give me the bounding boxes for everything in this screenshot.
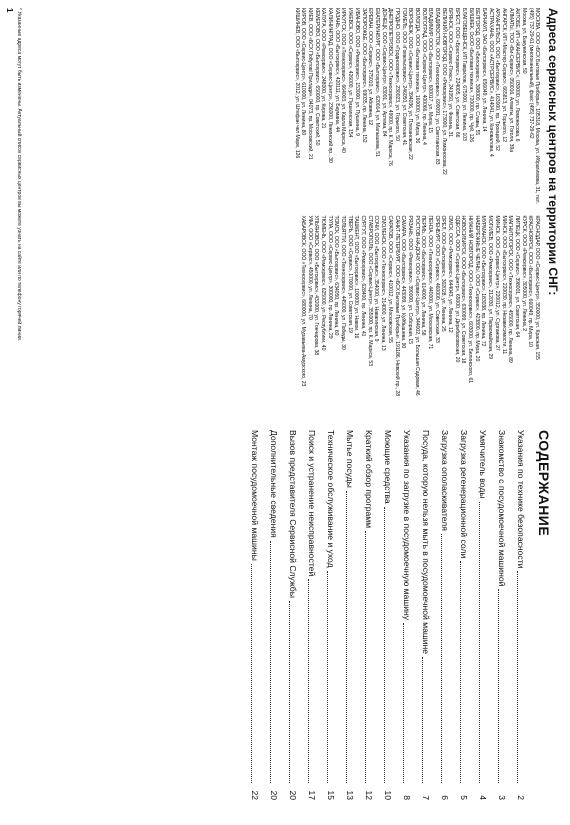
contents-entry bbox=[306, 430, 317, 800]
dot-leader bbox=[403, 623, 404, 783]
contents-entry-page: 4 bbox=[478, 795, 488, 800]
contents-entry-page: 2 bbox=[516, 795, 526, 800]
contents-entry-page: 7 bbox=[421, 795, 431, 800]
service-center-entry: ОМСК, ООО «Ремсервис», 644043, ул. Ленина, 12 bbox=[447, 215, 454, 333]
dot-leader bbox=[384, 507, 385, 783]
service-center-entry: ИЖЕВСК, ООО «Сервис», 426000, ул. Пушкинская, 154 bbox=[347, 8, 354, 138]
dot-leader bbox=[517, 571, 518, 783]
service-center-entry: ГОМЕЛЬ, ООО «Гомельсервис», 246050, ул. Советская, 41 bbox=[400, 8, 407, 146]
contents-entry bbox=[515, 430, 526, 800]
contents-entry-title: Техническое обслуживание и уход bbox=[326, 430, 336, 568]
service-center-entry: БИШКЕК, ОсОО «Бытовая техника», 720000, пр. Чуй, 126 bbox=[467, 8, 474, 143]
service-center-entry: ОРЕНБУРГ, ООО «Сервис», 460000, ул. Советская, 33 bbox=[433, 215, 440, 343]
contents-entry-page: 20 bbox=[288, 790, 298, 800]
service-center-entry: ЕРЕВАН, ООО «Сервис», 375010, ул. Абовяна, 12 bbox=[367, 8, 374, 126]
dot-leader bbox=[498, 589, 499, 783]
contents-entry bbox=[344, 430, 355, 800]
dot-leader bbox=[422, 657, 423, 783]
dot-leader bbox=[460, 561, 461, 783]
service-center-entry: КИШИНЕВ, ООО «Бытсервис», 2012, ул. Штефан чел Маре, 126 bbox=[293, 8, 300, 159]
contents-entry-title: Указания по загрузке в посудомоечную машину bbox=[402, 430, 412, 621]
service-center-entry: МИНСК, ООО «Бытсервис», 220030, пр. Независимости, 11 bbox=[500, 215, 507, 355]
service-center-entry: КЕМЕРОВО, ООО «Бытсервис», 650000, пр. Советский, 50 bbox=[313, 8, 320, 146]
service-center-entry: РОСТОВ-НА-ДОНУ, ООО «Сервис-Центр», 344002, ул. Большая Садовая, 46 bbox=[413, 215, 420, 396]
service-center-entry: ДНЕПРОПЕТРОВСК, ООО «Техносервис», 49000, пр. К. Маркса, 76 bbox=[387, 8, 394, 166]
service-center-entry: СТАВРОПОЛЬ, ООО «Сервис-Центр», 355000, пр. К. Маркса, 53 bbox=[366, 215, 373, 366]
service-center-entry: КРАСНОЯРСК, ООО «Бытсервис», 660049, пр. Мира, 10 bbox=[527, 215, 534, 347]
contents-entry-title: Дополнительные сведения bbox=[269, 430, 279, 538]
service-center-entry: САРАТОВ, ООО «Сервис», 410012, ул. Московская, 55 bbox=[386, 215, 393, 343]
service-center-entry: ВЛАДИВОСТОК, ООО «Техносервис», 690091, ул. Светланская, 83 bbox=[434, 8, 441, 165]
page-number: 1 bbox=[5, 8, 14, 13]
dot-leader bbox=[346, 491, 347, 783]
service-center-entry: ЗАПОРОЖЬЕ, ООО «Бытсервис», 69035, пр. Ленина, 152 bbox=[360, 8, 367, 143]
service-center-entry: НИЖНИЙ НОВГОРОД, ООО «Техносервис», 603000, ул. Белинского, 61 bbox=[467, 215, 474, 384]
service-center-entry: БРЕСТ, ООО «Брестсервис», 224005, ул. Советская, 66 bbox=[454, 8, 461, 138]
address-column-2 bbox=[293, 216, 540, 414]
contents-entry bbox=[477, 430, 488, 800]
dot-leader bbox=[365, 531, 366, 783]
service-center-entry: ВЛАДИМИР, ООО «Бытсервис», 600017, ул. Мира, 15 bbox=[427, 8, 434, 133]
service-center-entry: УЛЬЯНОВСК, ООО «Бытсервис», 432000, ул. Гончарова, 38 bbox=[313, 215, 320, 356]
contents-entry-title: Загрузка регенерационной соли bbox=[459, 430, 469, 559]
contents-entry-page: 8 bbox=[402, 795, 412, 800]
contents-entry-title: Посуда, которую нельзя мыть в посудомоечной машине bbox=[421, 430, 431, 655]
service-center-entry: БЕЛГОРОД, ООО «Белсервис», 308000, пр. Славы, 55 bbox=[474, 8, 481, 136]
service-center-entry: БАРНАУЛ, ЗАО «Бытсервис», 656049, ул. Ленина, 14 bbox=[480, 8, 487, 132]
contents-entry bbox=[363, 430, 374, 800]
contents-entry-page: 5 bbox=[459, 795, 469, 800]
contents-entry bbox=[401, 430, 412, 800]
service-center-entry: МОСКВА, ООО «БСХ Бытовые Приборы», 105318, Москва, ул. Ибрагимова, 31, тел. (495) 737-29-61 (многоканальный), факс (495) 737-29-62 bbox=[527, 8, 540, 204]
service-center-entry: РЯЗАНЬ, ООО «Ремсервис», 390000, ул. Соборная, 15 bbox=[406, 215, 413, 344]
dot-leader bbox=[441, 534, 442, 783]
service-center-entry: КРАСНОДАР, ООО «Сервис-Центр», 350000, ул. Красная, 155 bbox=[534, 215, 540, 360]
service-center-entry: ТОЛЬЯТТИ, ООО «Техносервис», 445000, ул. Победы, 30 bbox=[340, 215, 347, 350]
service-center-entry: БРЯНСК, ООО «Сервис-Плюс», 241050, ул. Фокина, 31 bbox=[447, 8, 454, 137]
service-center-entry: СОЧИ, ООО «Бытсервис», 354000, ул. Навагинская, 9 bbox=[373, 215, 380, 342]
service-center-entry: НАБЕРЕЖНЫЕ ЧЕЛНЫ, ООО «Сервис», 423800, пр. Мира, 20 bbox=[473, 215, 480, 362]
service-center-entry: ПЕРМЬ, ООО «Бытсервис», 614000, ул. Ленина, 58 bbox=[420, 215, 427, 336]
contents-entry bbox=[458, 430, 469, 800]
service-center-entry: ДОНЕЦК, ООО «Сервис-Центр», 83001, ул. Артема, 84 bbox=[380, 8, 387, 137]
service-center-entry: ИРКУТСК, ООО «Техносервис», 664003, ул. Карла Маркса, 40 bbox=[340, 8, 347, 153]
contents-entry-title: Вызов представителя Сервисной Службы bbox=[288, 430, 298, 598]
dot-leader bbox=[270, 541, 271, 783]
contents-entry-page: 3 bbox=[497, 795, 507, 800]
contents-entry bbox=[249, 430, 260, 800]
service-center-entry: ВЕЛИКИЙ НОВГОРОД, ООО «Ремсервис», 173000, ул. Ломоносова, 22 bbox=[440, 8, 447, 175]
service-center-entry: КИРОВ, ООО «Сервис-Центр», 610000, ул. Ленина, 80 bbox=[300, 8, 307, 136]
contents-entry bbox=[287, 430, 298, 800]
service-center-entry: ВОЛГОГРАД, ООО «Сервис-Центр», 400066, пр. Ленина, 4 bbox=[420, 8, 427, 145]
contents-entry-title: Указания по технике безопасности bbox=[516, 430, 526, 569]
service-center-entry: ОРЕЛ, ООО «Бытсервис», 302028, ул. Ленина, 25 bbox=[440, 215, 447, 332]
service-center-entry: МАГНИТОГОРСК, ООО «Техносервис», 455000, пр. Ленина, 89 bbox=[507, 215, 514, 363]
contents-entry-title: Мытье посуды bbox=[345, 430, 355, 488]
service-center-entry: ТУЛА, ООО «Сервис-Центр», 300000, пр. Ленина, 29 bbox=[326, 215, 333, 339]
dot-leader bbox=[308, 579, 309, 783]
service-center-entry: БЛАГОВЕЩЕНСК, ИП Гаврилов, 675000, ул. Ленина, 103 bbox=[460, 8, 467, 141]
contents-entry bbox=[325, 430, 336, 800]
service-center-entry: ВОЛОГДА, ООО «Бытовая техника», 160000, ул. Мира, 36 bbox=[414, 8, 421, 144]
service-center-entry: МУРМАНСК, ООО «Бытсервис», 183038, пр. Ленина, 72 bbox=[480, 215, 487, 347]
service-center-entry: СУРГУТ, ООО «Ремсервис», 628400, пр. Ленина, 41 bbox=[360, 215, 367, 337]
service-center-entry: УФА, ООО «Сервис», 450000, ул. Ленина, 70 bbox=[306, 215, 313, 320]
contents-list bbox=[249, 430, 526, 800]
service-center-entry: КАЛИНИНГРАД, ООО «Сервис-Центр», 236000, Ленинский пр., 30 bbox=[327, 8, 334, 163]
service-center-entry: ВОРОНЕЖ, ООО «Сервис-Центр», 394036, ул. Плехановская, 22 bbox=[407, 8, 414, 160]
contents-entry-title: Загрузка ополаскивателя bbox=[440, 430, 450, 531]
service-center-entry: МОГИЛЕВ, ООО «Ремсервис», 212030, ул. Первомайская, 29 bbox=[487, 215, 494, 360]
dot-leader bbox=[327, 571, 328, 783]
contents-entry-page: 20 bbox=[269, 790, 279, 800]
contents-entry-page: 13 bbox=[345, 790, 355, 800]
contents-entry bbox=[420, 430, 431, 800]
service-center-entry: МИНСК, ООО «Сервис-Центр», 220012, ул. Сурганова, 27 bbox=[493, 215, 500, 351]
address-column-1 bbox=[293, 8, 540, 206]
service-center-entry: ИВАНОВО, ООО «Ремсервис», 153000, ул. Пушкина, 9 bbox=[353, 8, 360, 136]
service-center-entry: ГРОДНО, ООО «Гродносервис», 230023, ул. Горького, 50 bbox=[393, 8, 400, 141]
contents-entry bbox=[382, 430, 393, 800]
service-center-entry: КАЗАНЬ, ООО «Бытсервис», 420111, ул. Баумана, 44 bbox=[333, 8, 340, 132]
contents-entry bbox=[439, 430, 450, 800]
service-center-entry: ОДЕССА, ООО «Сервис-Центр», 65000, ул. Дерибасовская, 20 bbox=[453, 215, 460, 363]
contents-entry-page: 6 bbox=[440, 795, 450, 800]
contents-entry-title: Моющие средства bbox=[383, 430, 393, 504]
service-center-entry: ТЮМЕНЬ, ООО «Ремсервис», 625000, ул. Республики, 40 bbox=[320, 215, 326, 351]
service-center-entry: КАЛУГА, ООО «Ремсервис», 248000, ул. Кирова, 21 bbox=[320, 8, 327, 129]
service-center-entry: СМОЛЕНСК, ООО «Техносервис», 214000, ул. Ленина, 13 bbox=[380, 215, 387, 351]
service-center-entry: АЛМАТЫ, ТОО «Ви-Сервис», 050016, Алматы, ул. Гоголя, 39а bbox=[507, 8, 514, 153]
contents-entry bbox=[496, 430, 507, 800]
contents-entry-page: 22 bbox=[250, 790, 260, 800]
dot-leader bbox=[289, 601, 290, 783]
contents-title: СОДЕРЖАНИЕ bbox=[536, 430, 552, 537]
service-center-entry: АНГАРСК, ИП «Мастер-Сервис», 665813, ул. Горького, 12 bbox=[500, 8, 507, 142]
contents-entry-title: Краткий обзор программ bbox=[364, 430, 374, 529]
service-centers-title: Адреса сервисных центров на территории СНГ: bbox=[546, 8, 560, 296]
service-center-entry: АСТРАХАНЬ, ООО «АСТРСЕРВИС», 414041, ул. Коновалова, 4 bbox=[487, 8, 494, 157]
service-center-entry: АКТОБЕ, ИП «ЖАНСЕРВИС», 030000, ул. Ломоносова, 6 bbox=[514, 8, 521, 142]
service-center-entry: САМАРА, ООО «Бытсервис», 443099, ул. Куйбышева, 90 bbox=[400, 215, 407, 349]
service-center-entry: ХАБАРОВСК, ООО «Техносервис», 680000, ул. Муравьева-Амурского, 23 bbox=[299, 215, 306, 387]
service-center-entry: САНКТ-ПЕТЕРБУРГ, ООО «БСХ Бытовые Приборы», 191186, Невский пр., 28 bbox=[393, 215, 400, 396]
footnote: * Указанные адреса могут быть изменены. Актуальный список сервисных центров вы можете узнать на сайте или по телефону горячей линии. bbox=[16, 8, 22, 342]
service-center-entry: ЕКАТЕРИНБУРГ, ООО «Бытсервис», 620014, ул. Малышева, 51 bbox=[373, 8, 380, 157]
contents-entry-title: Умягчитель воды bbox=[478, 430, 488, 499]
service-center-entry: ЛИПЕЦК, ООО «Сервис», 398001, ул. Советская, 64 bbox=[513, 215, 520, 338]
contents-entry-title: Поиск и устранение неисправностей bbox=[307, 430, 317, 577]
service-center-entry: ТВЕРЬ, ООО «Сервис», 170000, ул. Советская, 19 bbox=[346, 215, 353, 333]
contents-entry-page: 17 bbox=[307, 790, 317, 800]
service-center-entry: ТОМСК, ООО «Бытсервис», 634050, пр. Ленина, 60 bbox=[333, 215, 340, 336]
service-center-entry: ТАШКЕНТ, ООО «Бытсервис», 100000, ул. Навои, 16 bbox=[353, 215, 360, 339]
dot-leader bbox=[479, 502, 480, 783]
service-center-entry: Москва, ул. Бакунинская, 50 bbox=[521, 8, 528, 74]
service-centers-section bbox=[293, 8, 560, 413]
service-center-entry: КИЕВ, ООО «БСХ Побутові Прилади», 04073, пр. Московский, 21 bbox=[307, 8, 314, 160]
contents-entry-page: 12 bbox=[364, 790, 374, 800]
contents-entry-title: Монтаж посудомоечной машины bbox=[250, 430, 260, 561]
contents-entry-page: 15 bbox=[326, 790, 336, 800]
service-center-entry: ПЕНЗА, ООО «Техносервис», 440000, ул. Московская, 71 bbox=[427, 215, 433, 350]
service-center-entry: КУРСК, ООО «Ремсервис», 305000, ул. Ленина, 2 bbox=[520, 215, 527, 332]
contents-entry-title: Знакомство с посудомоечной машиной bbox=[497, 430, 507, 587]
contents-entry bbox=[268, 430, 279, 800]
table-of-contents bbox=[241, 430, 552, 800]
service-center-entry: НОВОСИБИРСК, ООО «Бытсервис», 630099, ул. Советская, 18 bbox=[460, 215, 467, 364]
dot-leader bbox=[251, 564, 252, 783]
service-center-entry: АРХАНГЕЛЬСК, ООО «Бытсервис», 163000, пр. Троицкий, 52 bbox=[494, 8, 501, 151]
contents-entry-page: 10 bbox=[383, 790, 393, 800]
